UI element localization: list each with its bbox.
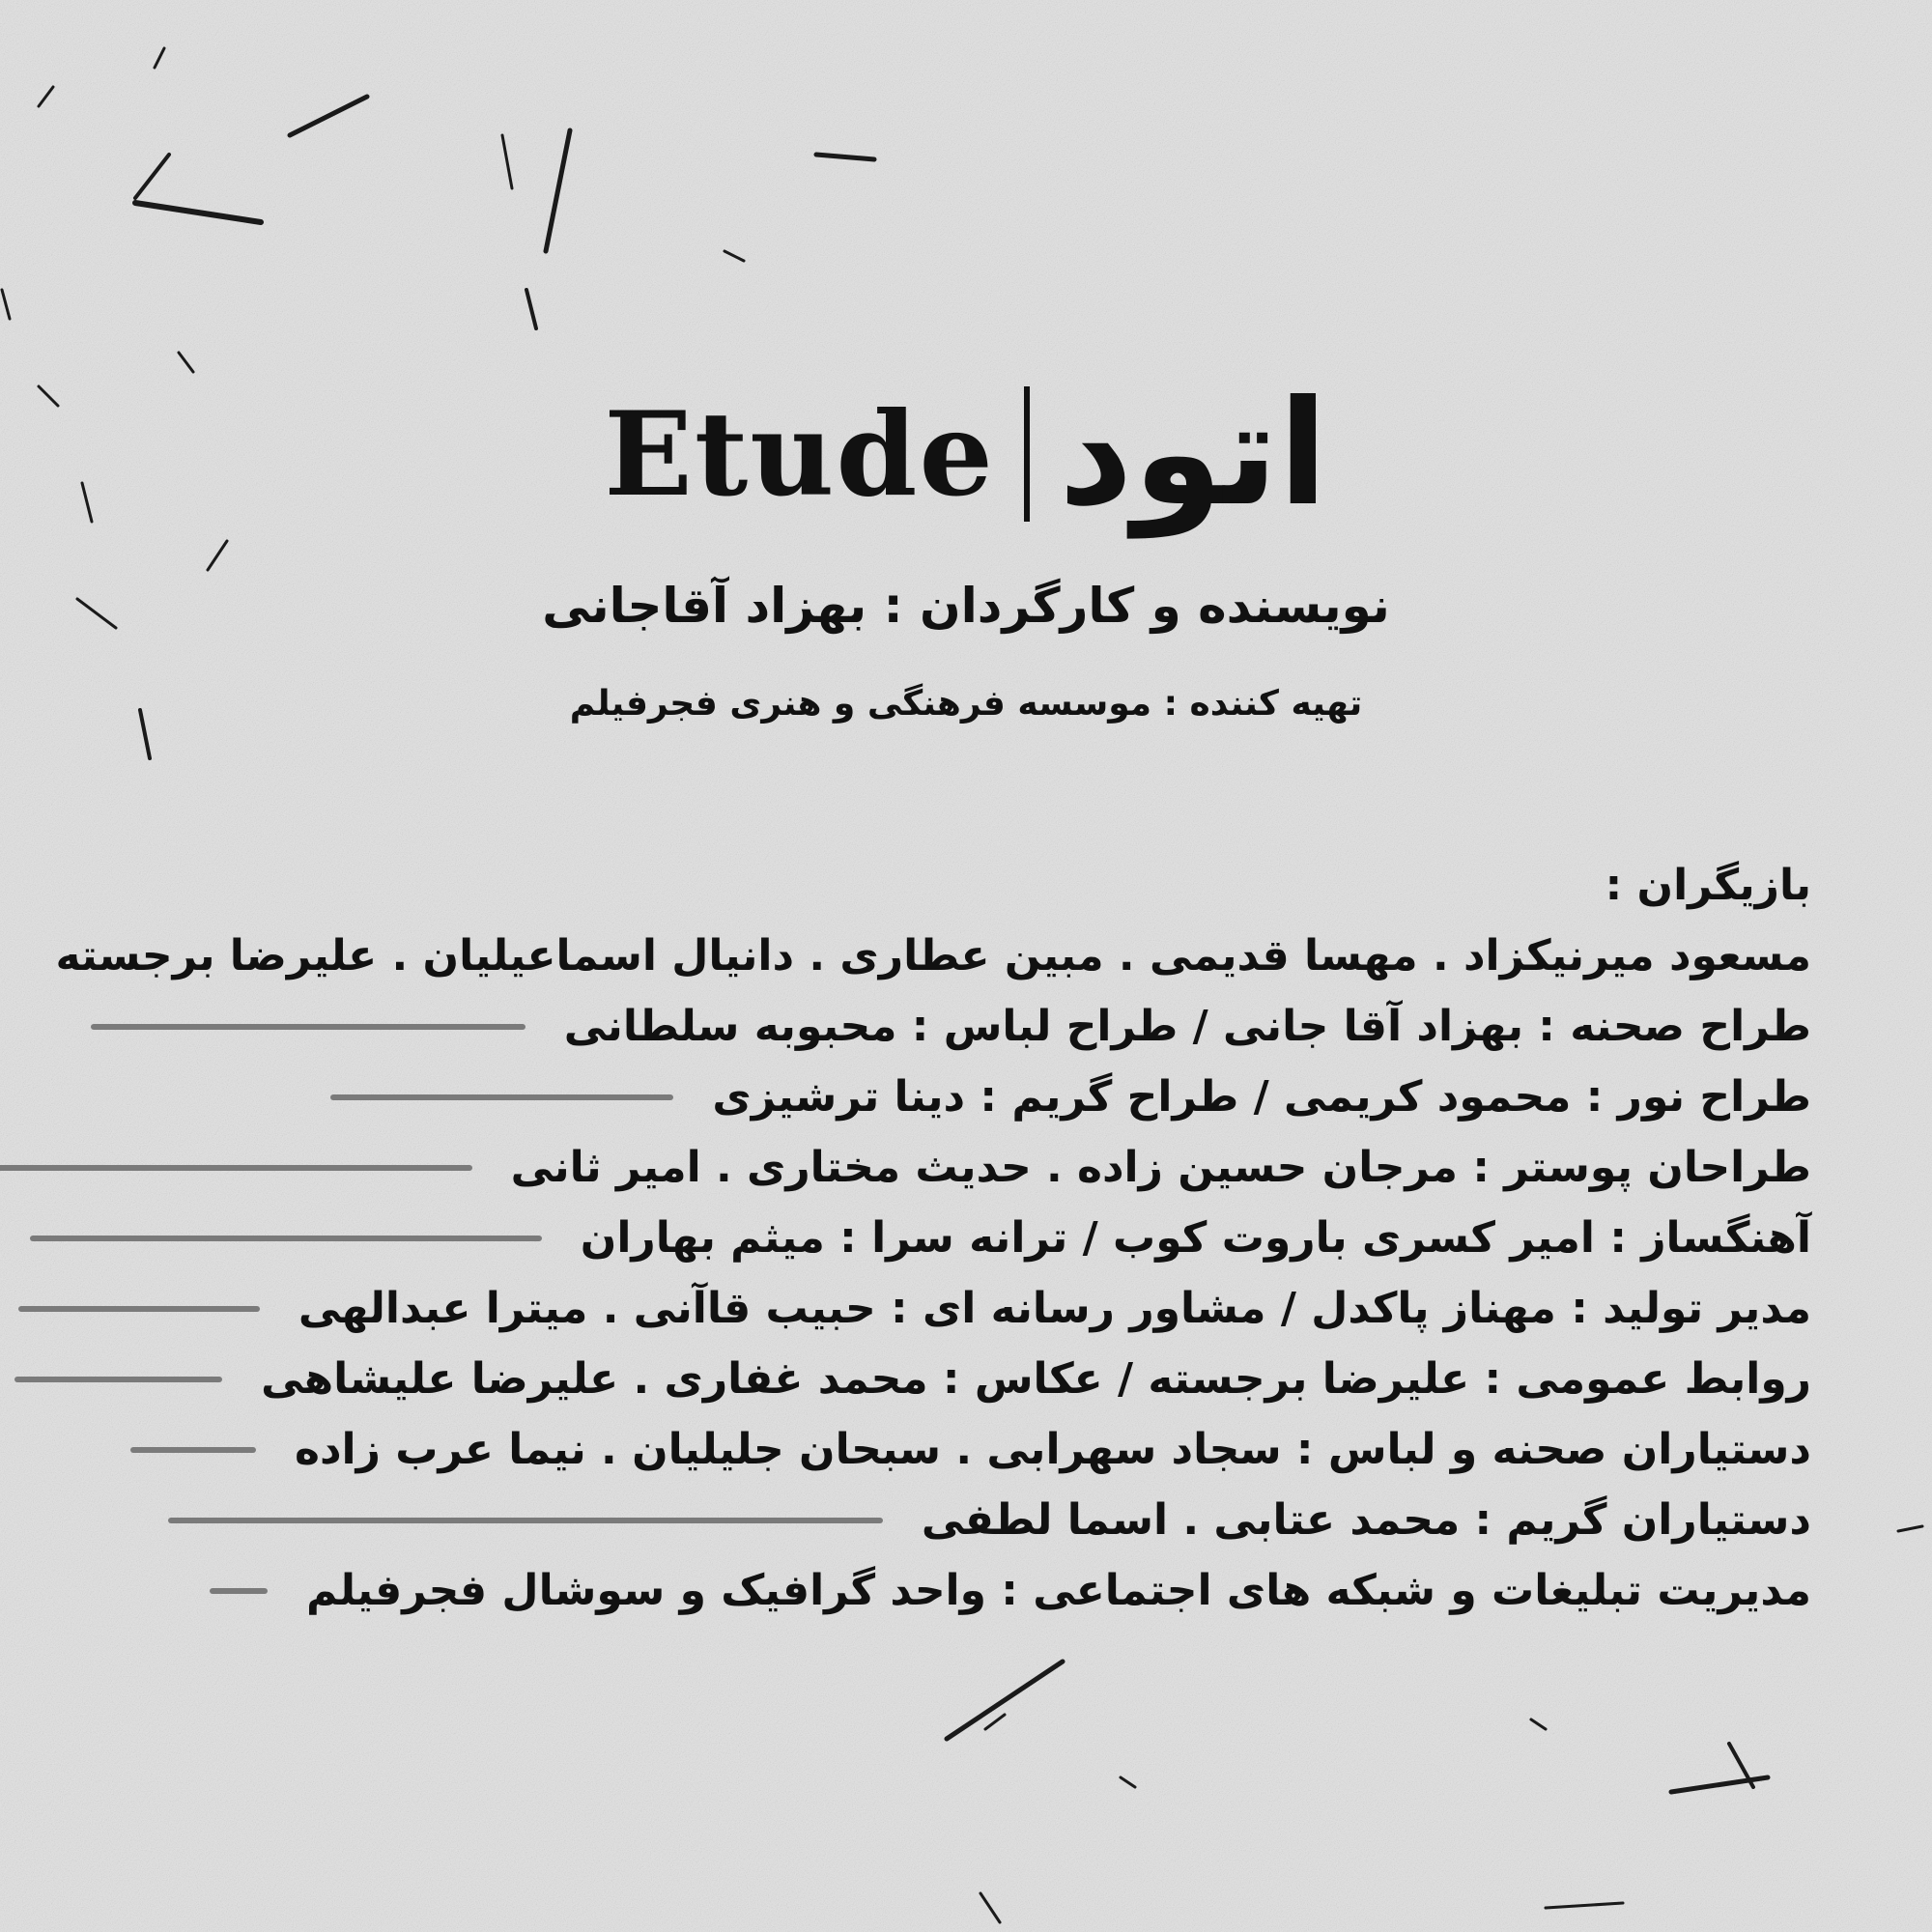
- decorative-rule: [0, 1165, 472, 1171]
- decorative-rule: [168, 1518, 883, 1523]
- credit-text: طراح صحنه : بهزاد آقا جانی / طراح لباس : محبوبه سلطانی: [563, 1002, 1811, 1051]
- credit-lighting: [92, 1062, 1811, 1132]
- credit-text: طراحان پوستر : مرجان حسین زاده . حدیث مختاری . امیر ثانی: [510, 1143, 1811, 1192]
- credit-text: دستیاران صحنه و لباس : سجاد سهرابی . سبحان جلیلیان . نیما عرب زاده: [294, 1425, 1811, 1474]
- title-row: [0, 357, 1932, 551]
- credit-text: آهنگساز : امیر کسری باروت کوب / ترانه سرا : میثم بهاران: [580, 1213, 1811, 1263]
- credit-makeup-assistants: [92, 1485, 1811, 1555]
- decorative-rule: [91, 1024, 526, 1030]
- decorative-rule: [30, 1236, 542, 1241]
- credit-music: [92, 1203, 1811, 1273]
- credit-text: روابط عمومی : علیرضا برجسته / عکاس : محمد غفاری . علیرضا علیشاهی: [261, 1354, 1811, 1404]
- credit-set-design: [92, 991, 1811, 1062]
- credits-block: [55, 850, 1811, 1626]
- producer-credit: تهیه کننده : موسسه فرهنگی و هنری فجرفیلم: [569, 684, 1363, 724]
- credit-public-relations: [92, 1344, 1811, 1414]
- credit-advertising: [92, 1555, 1811, 1626]
- credit-text: دستیاران گریم : محمد عتابی . اسما لطفی: [921, 1495, 1811, 1545]
- cast-heading: [92, 850, 1811, 921]
- title-persian: اتود: [1058, 370, 1328, 538]
- decorative-rule: [210, 1588, 268, 1594]
- director-credit: نویسنده و کارگردان : بهزاد آقاجانی: [542, 578, 1390, 634]
- cast-heading-text: بازیگران :: [1605, 861, 1811, 910]
- credit-text: مدیر تولید : مهناز پاکدل / مشاور رسانه ای : حبیب قاآنی . میترا عبدالهی: [298, 1284, 1811, 1333]
- decorative-rule: [330, 1094, 673, 1100]
- credit-stage-assistants: [92, 1414, 1811, 1485]
- credit-text: مدیریت تبلیغات و شبکه های اجتماعی : واحد گرافیک و سوشال فجرفیلم: [305, 1566, 1811, 1615]
- cast-list-text: مسعود میرنیکزاد . مهسا قدیمی . مبین عطاری . دانیال اسماعیلیان . علیرضا برجسته: [55, 931, 1811, 980]
- credit-production: [92, 1273, 1811, 1344]
- decorative-rule: [130, 1447, 256, 1453]
- title-english: Etude: [604, 385, 995, 523]
- decorative-rule: [18, 1306, 260, 1312]
- cast-list: [55, 921, 1811, 991]
- title-separator: [1024, 386, 1030, 522]
- credit-poster: [92, 1132, 1811, 1203]
- decorative-rule: [14, 1377, 222, 1382]
- credit-text: طراح نور : محمود کریمی / طراح گریم : دینا ترشیزی: [712, 1072, 1811, 1122]
